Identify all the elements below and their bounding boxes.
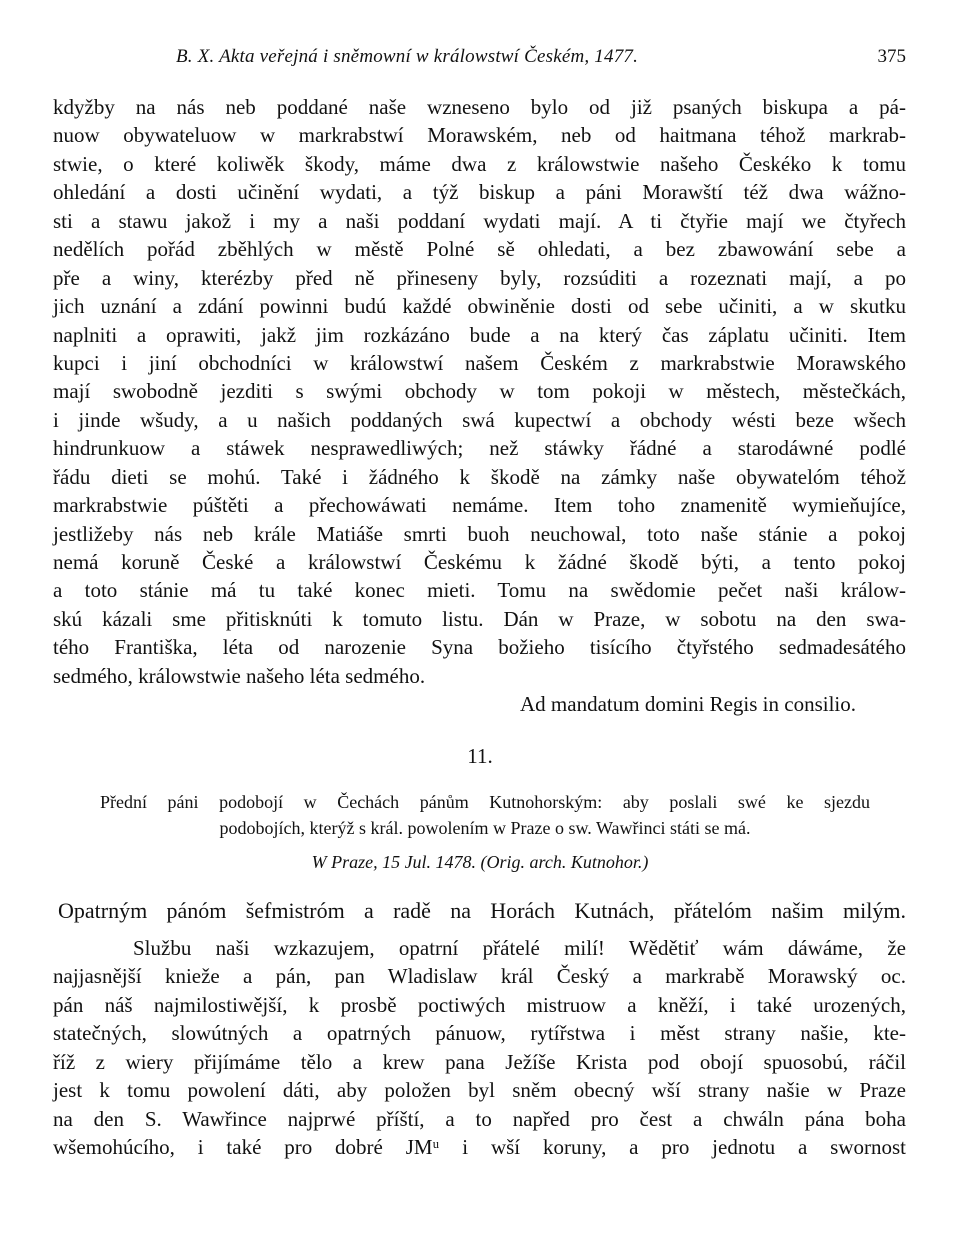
text-line: tého Františka, léta od narozenie Syna božieho tisícího čtyřstého sedmadesátého <box>53 635 906 660</box>
text-line: a toto stánie má tu také konec mieti. Tomu na swědomie pečet naši králow- <box>53 578 906 603</box>
text-line: řádu dieti se mohú. Také i žádného k škodě na zámky naše obywatelóm téhož <box>53 464 906 489</box>
text-line: jich uznání a zdání powinni budú každé obwiněnie dosti od sebe učiniti, a w skutku <box>53 294 906 319</box>
text-line: nemá koruně České a králowstwí Českému k žádné škodě býti, a tento pokoj <box>53 550 906 574</box>
document-number: 11. <box>467 744 493 768</box>
body-paragraph <box>53 93 906 719</box>
text-line: jest k tomu powolení dáti, aby položen byl sněm obecný wší strany našie w Praze <box>53 1078 906 1103</box>
text-line: ohledání a dosti učinění wydati, a týž biskup a páni Morawští též dwa wážno- <box>53 180 906 205</box>
text-line: stwie, o které koliwěk škody, máme dwa z králowstwie našeho Českéko k tomu <box>53 151 906 176</box>
text-line: wšemohúcího, i také pro dobré JMᵘ i wší koruny, a pro jednotu a swornost <box>53 1135 906 1160</box>
text-line: kupci i jiní obchodníci w králowstwí našem Českém z markrabstwie Morawského <box>53 350 906 375</box>
text-line: najjasnější knieže a pán, pan Wladislaw král Český a markrabě Morawský oc. <box>53 964 906 989</box>
text-line: hindrunkuow a stáwek nesprawedliwých; než stáwky řádné a starodáwné podlé <box>53 436 906 461</box>
summary-line: podobojích, kterýž s král. powolením w Praze o sw. Wawřinci státi se má. <box>219 818 751 838</box>
text-line: jestližeby nás neb krále Matiáše smrti buoh neuchowal, toto naše stánie a pokoj <box>53 521 906 546</box>
text-line: sedmého, králowstwie našeho léta sedmého. <box>53 663 426 688</box>
date-source-line: W Praze, 15 Jul. 1478. (Orig. arch. Kutnohor.) <box>311 852 649 872</box>
text-line: nedělích pořád zběhlých w městě Polné sě ohledati, a bez zbawowání sebe a <box>53 237 906 262</box>
text-line: nuow obywateluow w markrabstwí Morawském, neb od haitmana téhož markrab- <box>53 123 906 148</box>
text-line: markrabstwie púštěti a přechowáwati nemáme. Item toho znamenitě wymieňujíce, <box>53 493 906 518</box>
text-line: na den S. Wawřince najprwé příští, a to napřed pro čest a chwáln pána boha <box>53 1106 906 1131</box>
text-line: pře a winy, kterézby před ně přineseny byly, rozsúditi a rozeznati mají, a po <box>53 265 906 290</box>
summary-line: Přední páni podobojí w Čechách pánům Kutnohorským: aby poslali swé ke sjezdu <box>100 792 870 812</box>
text-line: naplniti a oprawiti, jakž jim rozkázáno bude a na který čas záplatu učiniti. Item <box>53 322 906 347</box>
text-line: statečných, slowútných a opatrných pánuow, rytířstwa i měst strany našie, kte- <box>53 1021 906 1046</box>
letter-address: Opatrným pánóm šefmistróm a radě na Horách Kutnách, přátelóm našim milým. <box>58 898 906 923</box>
running-title: B. X. Akta veřejná i sněmowní w králowstwí Českém, 1477. <box>176 46 639 67</box>
text-line: skú kázali sme přitisknúti k tomuto listu. Dán w Praze, w sobotu na den swa- <box>53 606 906 631</box>
letter-body <box>53 934 906 1162</box>
text-line: pán náš najmilostiwější, k prosbě poctiwých mistruow a kněží, i také urozených, <box>53 992 906 1017</box>
text-line: sti a stawu jakož i my a naši poddaní wydati mají. A ti čtyřie mají we čtyřech <box>53 208 906 233</box>
running-head <box>176 46 906 72</box>
closing-formula: Ad mandatum domini Regis in consilio. <box>520 692 856 717</box>
text-line: i jinde wšudy, a u našich poddaných swá kupectwí a obchody wésti beze wšech <box>53 407 906 432</box>
document-summary <box>100 789 870 841</box>
text-line: mají swobodně jezditi s swými obchody w tom pokoji w městech, městečkách, <box>53 379 906 404</box>
text-line: říž z wiery přijímáme tělo a krew pana Ježíše Krista pod obojí spuosobú, ráčil <box>53 1049 906 1074</box>
text-line: kdyžby na nás neb poddané naše wzneseno bylo od již psaných biskupa a pá- <box>53 95 906 119</box>
text-line: Službu naši wzkazujem, opatrní přátelé milí! Wědětiť wám dáwáme, že <box>133 936 906 960</box>
page-number: 375 <box>877 46 906 67</box>
